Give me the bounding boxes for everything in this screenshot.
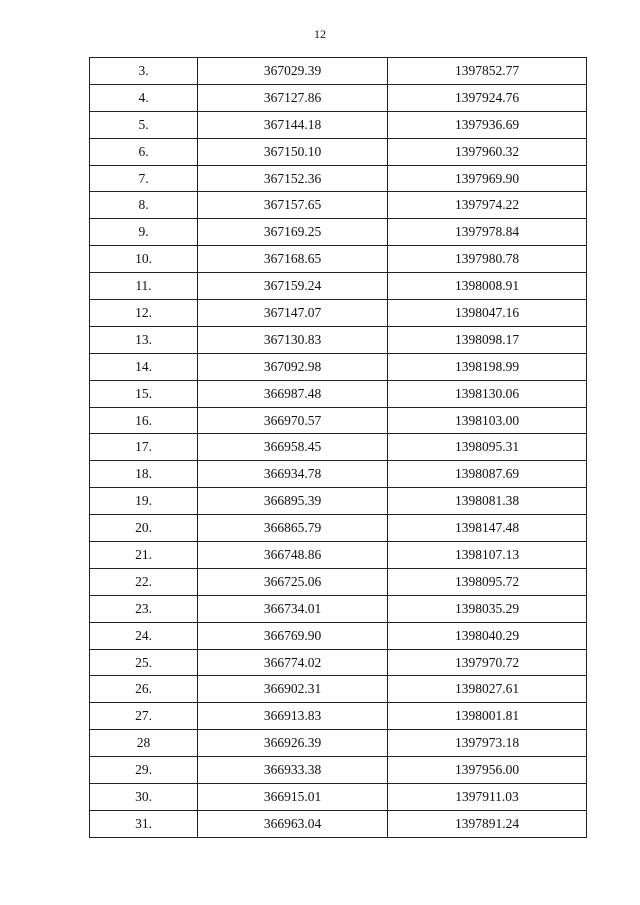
x-coordinate-cell: 367029.39: [198, 58, 388, 85]
point-number-cell: 12.: [90, 300, 198, 327]
y-coordinate-cell: 1398098.17: [388, 326, 587, 353]
coordinates-table: [89, 57, 587, 838]
y-coordinate-cell: 1397978.84: [388, 219, 587, 246]
x-coordinate-cell: 366934.78: [198, 461, 388, 488]
table-row: [90, 58, 587, 85]
y-coordinate-cell: 1398027.61: [388, 676, 587, 703]
table-row: [90, 380, 587, 407]
table-row: [90, 192, 587, 219]
point-number-cell: 27.: [90, 703, 198, 730]
table-row: [90, 757, 587, 784]
point-number-cell: 16.: [90, 407, 198, 434]
y-coordinate-cell: 1398198.99: [388, 353, 587, 380]
x-coordinate-cell: 366933.38: [198, 757, 388, 784]
table-row: [90, 622, 587, 649]
point-number-cell: 5.: [90, 111, 198, 138]
y-coordinate-cell: 1398081.38: [388, 488, 587, 515]
y-coordinate-cell: 1397969.90: [388, 165, 587, 192]
point-number-cell: 24.: [90, 622, 198, 649]
point-number-cell: 18.: [90, 461, 198, 488]
point-number-cell: 13.: [90, 326, 198, 353]
table-row: [90, 246, 587, 273]
point-number-cell: 9.: [90, 219, 198, 246]
point-number-cell: 20.: [90, 515, 198, 542]
y-coordinate-cell: 1398001.81: [388, 703, 587, 730]
y-coordinate-cell: 1397973.18: [388, 730, 587, 757]
x-coordinate-cell: 367147.07: [198, 300, 388, 327]
table-row: [90, 165, 587, 192]
y-coordinate-cell: 1398035.29: [388, 595, 587, 622]
y-coordinate-cell: 1398107.13: [388, 542, 587, 569]
point-number-cell: 21.: [90, 542, 198, 569]
table-row: [90, 353, 587, 380]
y-coordinate-cell: 1397970.72: [388, 649, 587, 676]
x-coordinate-cell: 366913.83: [198, 703, 388, 730]
point-number-cell: 28: [90, 730, 198, 757]
table-row: [90, 488, 587, 515]
x-coordinate-cell: 366926.39: [198, 730, 388, 757]
point-number-cell: 7.: [90, 165, 198, 192]
table-row: [90, 649, 587, 676]
table-row: [90, 300, 587, 327]
point-number-cell: 6.: [90, 138, 198, 165]
page-number: 12: [314, 27, 326, 41]
x-coordinate-cell: 366865.79: [198, 515, 388, 542]
y-coordinate-cell: 1398147.48: [388, 515, 587, 542]
table-row: [90, 730, 587, 757]
y-coordinate-cell: 1397911.03: [388, 784, 587, 811]
x-coordinate-cell: 367159.24: [198, 273, 388, 300]
table-row: [90, 810, 587, 837]
point-number-cell: 19.: [90, 488, 198, 515]
table-row: [90, 676, 587, 703]
y-coordinate-cell: 1398130.06: [388, 380, 587, 407]
x-coordinate-cell: 367127.86: [198, 84, 388, 111]
point-number-cell: 14.: [90, 353, 198, 380]
y-coordinate-cell: 1397974.22: [388, 192, 587, 219]
y-coordinate-cell: 1398103.00: [388, 407, 587, 434]
table-row: [90, 84, 587, 111]
table-row: [90, 703, 587, 730]
table-row: [90, 273, 587, 300]
point-number-cell: 30.: [90, 784, 198, 811]
x-coordinate-cell: 366915.01: [198, 784, 388, 811]
y-coordinate-cell: 1397980.78: [388, 246, 587, 273]
table-row: [90, 595, 587, 622]
y-coordinate-cell: 1398095.72: [388, 568, 587, 595]
coordinates-table-body: [90, 58, 587, 838]
x-coordinate-cell: 366902.31: [198, 676, 388, 703]
x-coordinate-cell: 366774.02: [198, 649, 388, 676]
point-number-cell: 22.: [90, 568, 198, 595]
x-coordinate-cell: 367157.65: [198, 192, 388, 219]
point-number-cell: 29.: [90, 757, 198, 784]
x-coordinate-cell: 366769.90: [198, 622, 388, 649]
x-coordinate-cell: 367168.65: [198, 246, 388, 273]
table-row: [90, 138, 587, 165]
y-coordinate-cell: 1397936.69: [388, 111, 587, 138]
table-row: [90, 407, 587, 434]
x-coordinate-cell: 367152.36: [198, 165, 388, 192]
x-coordinate-cell: 367150.10: [198, 138, 388, 165]
table-row: [90, 784, 587, 811]
point-number-cell: 3.: [90, 58, 198, 85]
point-number-cell: 10.: [90, 246, 198, 273]
table-row: [90, 515, 587, 542]
y-coordinate-cell: 1398040.29: [388, 622, 587, 649]
y-coordinate-cell: 1398047.16: [388, 300, 587, 327]
x-coordinate-cell: 366748.86: [198, 542, 388, 569]
x-coordinate-cell: 366958.45: [198, 434, 388, 461]
table-row: [90, 434, 587, 461]
point-number-cell: 17.: [90, 434, 198, 461]
table-row: [90, 326, 587, 353]
x-coordinate-cell: 366987.48: [198, 380, 388, 407]
table-row: [90, 568, 587, 595]
y-coordinate-cell: 1397852.77: [388, 58, 587, 85]
point-number-cell: 15.: [90, 380, 198, 407]
y-coordinate-cell: 1397924.76: [388, 84, 587, 111]
x-coordinate-cell: 366725.06: [198, 568, 388, 595]
table-row: [90, 111, 587, 138]
x-coordinate-cell: 367169.25: [198, 219, 388, 246]
point-number-cell: 11.: [90, 273, 198, 300]
x-coordinate-cell: 367130.83: [198, 326, 388, 353]
table-row: [90, 219, 587, 246]
point-number-cell: 25.: [90, 649, 198, 676]
y-coordinate-cell: 1397956.00: [388, 757, 587, 784]
x-coordinate-cell: 366963.04: [198, 810, 388, 837]
table-row: [90, 542, 587, 569]
x-coordinate-cell: 366734.01: [198, 595, 388, 622]
x-coordinate-cell: 366895.39: [198, 488, 388, 515]
y-coordinate-cell: 1397891.24: [388, 810, 587, 837]
table-row: [90, 461, 587, 488]
y-coordinate-cell: 1398008.91: [388, 273, 587, 300]
y-coordinate-cell: 1398087.69: [388, 461, 587, 488]
y-coordinate-cell: 1398095.31: [388, 434, 587, 461]
point-number-cell: 4.: [90, 84, 198, 111]
point-number-cell: 8.: [90, 192, 198, 219]
point-number-cell: 31.: [90, 810, 198, 837]
x-coordinate-cell: 367092.98: [198, 353, 388, 380]
x-coordinate-cell: 366970.57: [198, 407, 388, 434]
y-coordinate-cell: 1397960.32: [388, 138, 587, 165]
x-coordinate-cell: 367144.18: [198, 111, 388, 138]
point-number-cell: 26.: [90, 676, 198, 703]
point-number-cell: 23.: [90, 595, 198, 622]
